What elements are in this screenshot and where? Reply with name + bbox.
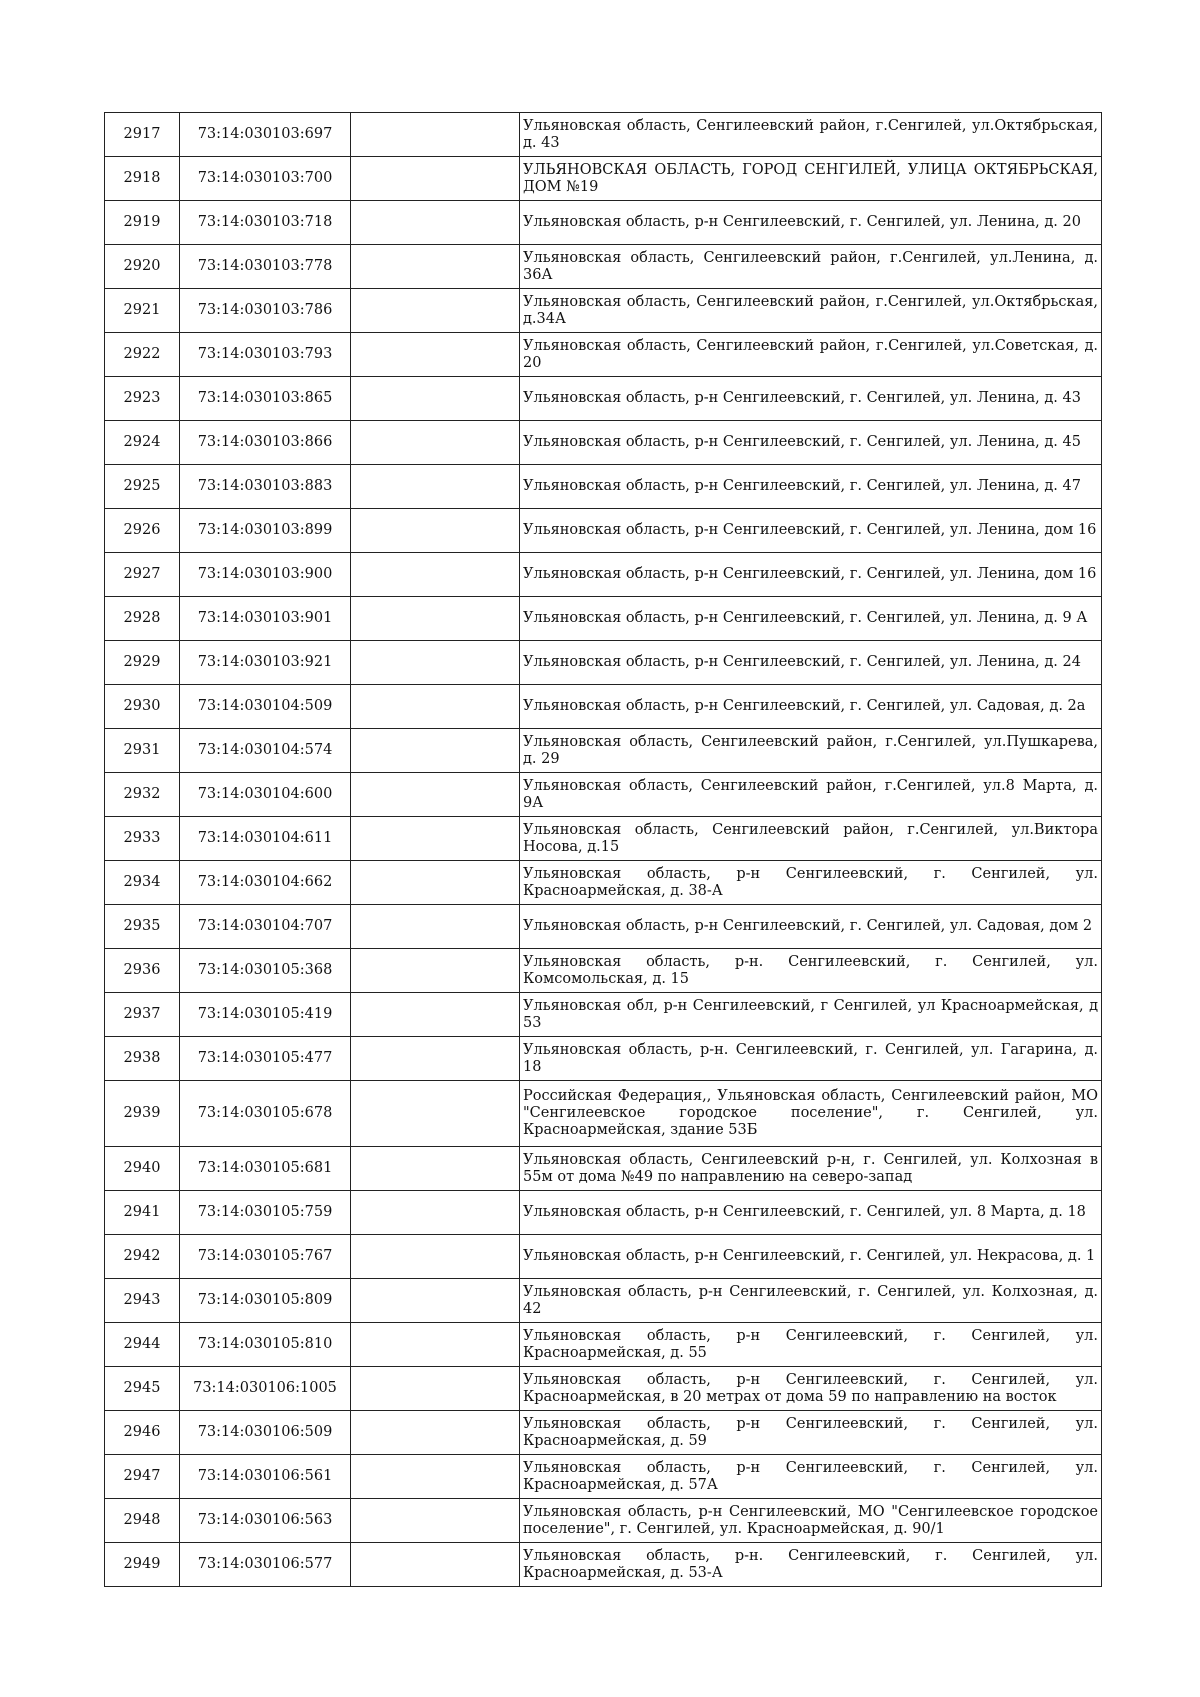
cadastral-number-cell: 73:14:030103:865 [180, 377, 351, 421]
cadastral-number-cell: 73:14:030104:574 [180, 729, 351, 773]
cadastral-number-cell: 73:14:030105:759 [180, 1191, 351, 1235]
table-row [105, 729, 1102, 773]
empty-cell [351, 1455, 520, 1499]
cadastral-number-cell: 73:14:030105:809 [180, 1279, 351, 1323]
cadastral-number-cell: 73:14:030105:368 [180, 949, 351, 993]
table-row [105, 1323, 1102, 1367]
address-cell: Ульяновская область, Сенгилеевский район, г.Сенгилей, ул.Советская, д. 20 [520, 333, 1102, 377]
empty-cell [351, 861, 520, 905]
address-cell: Ульяновская область, р-н Сенгилеевский, г. Сенгилей, ул. Ленина, дом 16 [520, 553, 1102, 597]
table-row [105, 1411, 1102, 1455]
empty-cell [351, 1235, 520, 1279]
empty-cell [351, 465, 520, 509]
address-cell: Ульяновская область, Сенгилеевский район, г.Сенгилей, ул.8 Марта, д. 9А [520, 773, 1102, 817]
cadastral-number-cell: 73:14:030105:810 [180, 1323, 351, 1367]
address-cell: Ульяновская область, р-н Сенгилеевский, г. Сенгилей, ул. Садовая, дом 2 [520, 905, 1102, 949]
cadastral-number-cell: 73:14:030106:509 [180, 1411, 351, 1455]
cadastral-number-cell: 73:14:030104:611 [180, 817, 351, 861]
table-row [105, 1279, 1102, 1323]
empty-cell [351, 1411, 520, 1455]
row-number-cell: 2924 [105, 421, 180, 465]
row-number-cell: 2920 [105, 245, 180, 289]
row-number-cell: 2938 [105, 1037, 180, 1081]
table-row [105, 817, 1102, 861]
table-row [105, 949, 1102, 993]
address-cell: Ульяновская область, р-н Сенгилеевский, г. Сенгилей, ул. Ленина, д. 24 [520, 641, 1102, 685]
empty-cell [351, 1367, 520, 1411]
empty-cell [351, 509, 520, 553]
row-number-cell: 2942 [105, 1235, 180, 1279]
empty-cell [351, 1499, 520, 1543]
table-row [105, 773, 1102, 817]
row-number-cell: 2925 [105, 465, 180, 509]
table-row [105, 333, 1102, 377]
cadastral-number-cell: 73:14:030103:700 [180, 157, 351, 201]
cadastral-number-cell: 73:14:030104:509 [180, 685, 351, 729]
cadastral-number-cell: 73:14:030103:786 [180, 289, 351, 333]
row-number-cell: 2927 [105, 553, 180, 597]
empty-cell [351, 729, 520, 773]
row-number-cell: 2936 [105, 949, 180, 993]
table-row [105, 1367, 1102, 1411]
empty-cell [351, 377, 520, 421]
address-cell: Ульяновская область, Сенгилеевский район, г.Сенгилей, ул.Ленина, д. 36А [520, 245, 1102, 289]
cadastral-number-cell: 73:14:030105:678 [180, 1081, 351, 1147]
table-row [105, 685, 1102, 729]
address-cell: Ульяновская обл, р-н Сенгилеевский, г Сенгилей, ул Красноармейская, д 53 [520, 993, 1102, 1037]
empty-cell [351, 817, 520, 861]
cadastral-number-cell: 73:14:030103:793 [180, 333, 351, 377]
address-cell: Российская Федерация,, Ульяновская область, Сенгилеевский район, МО "Сенгилеевское городское поселение", г. Сенгилей, ул. Красноармейская, здание 53Б [520, 1081, 1102, 1147]
table-row [105, 1235, 1102, 1279]
empty-cell [351, 333, 520, 377]
empty-cell [351, 1191, 520, 1235]
empty-cell [351, 949, 520, 993]
empty-cell [351, 1037, 520, 1081]
row-number-cell: 2930 [105, 685, 180, 729]
address-cell: Ульяновская область, р-н Сенгилеевский, г. Сенгилей, ул. Красноармейская, д. 57А [520, 1455, 1102, 1499]
row-number-cell: 2944 [105, 1323, 180, 1367]
empty-cell [351, 1323, 520, 1367]
address-cell: Ульяновская область, р-н Сенгилеевский, МО "Сенгилеевское городское поселение", г. Сенгилей, ул. Красноармейская, д. 90/1 [520, 1499, 1102, 1543]
address-cell: Ульяновская область, Сенгилеевский район, г.Сенгилей, ул.Пушкарева, д. 29 [520, 729, 1102, 773]
address-cell: Ульяновская область, р-н Сенгилеевский, г. Сенгилей, ул. Ленина, д. 45 [520, 421, 1102, 465]
address-cell: Ульяновская область, р-н Сенгилеевский, г. Сенгилей, ул. Ленина, д. 47 [520, 465, 1102, 509]
empty-cell [351, 1543, 520, 1587]
table-row [105, 1499, 1102, 1543]
address-cell: Ульяновская область, р-н Сенгилеевский, г. Сенгилей, ул. Ленина, д. 20 [520, 201, 1102, 245]
address-cell: Ульяновская область, р-н Сенгилеевский, г. Сенгилей, ул. Колхозная, д. 42 [520, 1279, 1102, 1323]
table-row [105, 157, 1102, 201]
address-cell: Ульяновская область, Сенгилеевский р-н, г. Сенгилей, ул. Колхозная в 55м от дома №49 по направлению на северо-запад [520, 1147, 1102, 1191]
row-number-cell: 2928 [105, 597, 180, 641]
row-number-cell: 2923 [105, 377, 180, 421]
table-row [105, 1147, 1102, 1191]
row-number-cell: 2940 [105, 1147, 180, 1191]
table-row [105, 245, 1102, 289]
address-cell: УЛЬЯНОВСКАЯ ОБЛАСТЬ, ГОРОД СЕНГИЛЕЙ, УЛИЦА ОКТЯБРЬСКАЯ, ДОМ №19 [520, 157, 1102, 201]
table-row [105, 465, 1102, 509]
cadastral-number-cell: 73:14:030104:600 [180, 773, 351, 817]
address-cell: Ульяновская область, р-н Сенгилеевский, г. Сенгилей, ул. 8 Марта, д. 18 [520, 1191, 1102, 1235]
empty-cell [351, 421, 520, 465]
cadastral-number-cell: 73:14:030103:697 [180, 113, 351, 157]
cadastral-number-cell: 73:14:030103:866 [180, 421, 351, 465]
table-row [105, 289, 1102, 333]
table-row [105, 1455, 1102, 1499]
empty-cell [351, 597, 520, 641]
empty-cell [351, 289, 520, 333]
empty-cell [351, 993, 520, 1037]
row-number-cell: 2931 [105, 729, 180, 773]
row-number-cell: 2939 [105, 1081, 180, 1147]
empty-cell [351, 157, 520, 201]
table-row [105, 509, 1102, 553]
address-cell: Ульяновская область, р-н. Сенгилеевский, г. Сенгилей, ул. Гагарина, д. 18 [520, 1037, 1102, 1081]
address-cell: Ульяновская область, р-н. Сенгилеевский, г. Сенгилей, ул. Комсомольская, д. 15 [520, 949, 1102, 993]
row-number-cell: 2941 [105, 1191, 180, 1235]
table-row [105, 641, 1102, 685]
cadastral-number-cell: 73:14:030105:477 [180, 1037, 351, 1081]
row-number-cell: 2929 [105, 641, 180, 685]
cadastral-number-cell: 73:14:030103:883 [180, 465, 351, 509]
row-number-cell: 2932 [105, 773, 180, 817]
address-cell: Ульяновская область, Сенгилеевский район, г.Сенгилей, ул.Октябрьская, д. 43 [520, 113, 1102, 157]
cadastral-number-cell: 73:14:030104:707 [180, 905, 351, 949]
table-row [105, 905, 1102, 949]
cadastral-number-cell: 73:14:030104:662 [180, 861, 351, 905]
row-number-cell: 2935 [105, 905, 180, 949]
address-cell: Ульяновская область, р-н Сенгилеевский, г. Сенгилей, ул. Некрасова, д. 1 [520, 1235, 1102, 1279]
cadastral-number-cell: 73:14:030103:899 [180, 509, 351, 553]
empty-cell [351, 1081, 520, 1147]
row-number-cell: 2937 [105, 993, 180, 1037]
row-number-cell: 2918 [105, 157, 180, 201]
empty-cell [351, 685, 520, 729]
cadastral-number-cell: 73:14:030103:900 [180, 553, 351, 597]
table-row [105, 421, 1102, 465]
empty-cell [351, 201, 520, 245]
empty-cell [351, 113, 520, 157]
empty-cell [351, 773, 520, 817]
registry-table [104, 112, 1102, 1587]
cadastral-number-cell: 73:14:030105:419 [180, 993, 351, 1037]
table-row [105, 1081, 1102, 1147]
address-cell: Ульяновская область, р-н Сенгилеевский, г. Сенгилей, ул. Красноармейская, д. 38-А [520, 861, 1102, 905]
table-row [105, 113, 1102, 157]
row-number-cell: 2948 [105, 1499, 180, 1543]
empty-cell [351, 641, 520, 685]
cadastral-number-cell: 73:14:030106:1005 [180, 1367, 351, 1411]
row-number-cell: 2943 [105, 1279, 180, 1323]
cadastral-number-cell: 73:14:030106:561 [180, 1455, 351, 1499]
row-number-cell: 2947 [105, 1455, 180, 1499]
row-number-cell: 2933 [105, 817, 180, 861]
cadastral-number-cell: 73:14:030105:767 [180, 1235, 351, 1279]
address-cell: Ульяновская область, Сенгилеевский район, г.Сенгилей, ул.Октябрьская, д.34А [520, 289, 1102, 333]
row-number-cell: 2921 [105, 289, 180, 333]
table-row [105, 993, 1102, 1037]
empty-cell [351, 1279, 520, 1323]
table-row [105, 1037, 1102, 1081]
row-number-cell: 2919 [105, 201, 180, 245]
cadastral-number-cell: 73:14:030103:718 [180, 201, 351, 245]
row-number-cell: 2945 [105, 1367, 180, 1411]
address-cell: Ульяновская область, р-н Сенгилеевский, г. Сенгилей, ул. Красноармейская, в 20 метрах от дома 59 по направлению на восток [520, 1367, 1102, 1411]
registry-rows [105, 113, 1102, 1587]
cadastral-number-cell: 73:14:030105:681 [180, 1147, 351, 1191]
table-row [105, 201, 1102, 245]
table-row [105, 553, 1102, 597]
row-number-cell: 2922 [105, 333, 180, 377]
table-row [105, 861, 1102, 905]
empty-cell [351, 905, 520, 949]
empty-cell [351, 245, 520, 289]
table-row [105, 1191, 1102, 1235]
address-cell: Ульяновская область, р-н Сенгилеевский, г. Сенгилей, ул. Красноармейская, д. 59 [520, 1411, 1102, 1455]
row-number-cell: 2917 [105, 113, 180, 157]
cadastral-number-cell: 73:14:030103:901 [180, 597, 351, 641]
address-cell: Ульяновская область, р-н. Сенгилеевский, г. Сенгилей, ул. Красноармейская, д. 53-А [520, 1543, 1102, 1587]
row-number-cell: 2949 [105, 1543, 180, 1587]
row-number-cell: 2934 [105, 861, 180, 905]
address-cell: Ульяновская область, р-н Сенгилеевский, г. Сенгилей, ул. Ленина, дом 16 [520, 509, 1102, 553]
table-row [105, 1543, 1102, 1587]
address-cell: Ульяновская область, р-н Сенгилеевский, г. Сенгилей, ул. Ленина, д. 9 А [520, 597, 1102, 641]
table-row [105, 597, 1102, 641]
cadastral-number-cell: 73:14:030103:778 [180, 245, 351, 289]
cadastral-number-cell: 73:14:030106:563 [180, 1499, 351, 1543]
address-cell: Ульяновская область, р-н Сенгилеевский, г. Сенгилей, ул. Красноармейская, д. 55 [520, 1323, 1102, 1367]
cadastral-number-cell: 73:14:030106:577 [180, 1543, 351, 1587]
empty-cell [351, 1147, 520, 1191]
row-number-cell: 2946 [105, 1411, 180, 1455]
address-cell: Ульяновская область, р-н Сенгилеевский, г. Сенгилей, ул. Ленина, д. 43 [520, 377, 1102, 421]
table-row [105, 377, 1102, 421]
address-cell: Ульяновская область, Сенгилеевский район, г.Сенгилей, ул.Виктора Носова, д.15 [520, 817, 1102, 861]
row-number-cell: 2926 [105, 509, 180, 553]
address-cell: Ульяновская область, р-н Сенгилеевский, г. Сенгилей, ул. Садовая, д. 2а [520, 685, 1102, 729]
empty-cell [351, 553, 520, 597]
cadastral-number-cell: 73:14:030103:921 [180, 641, 351, 685]
